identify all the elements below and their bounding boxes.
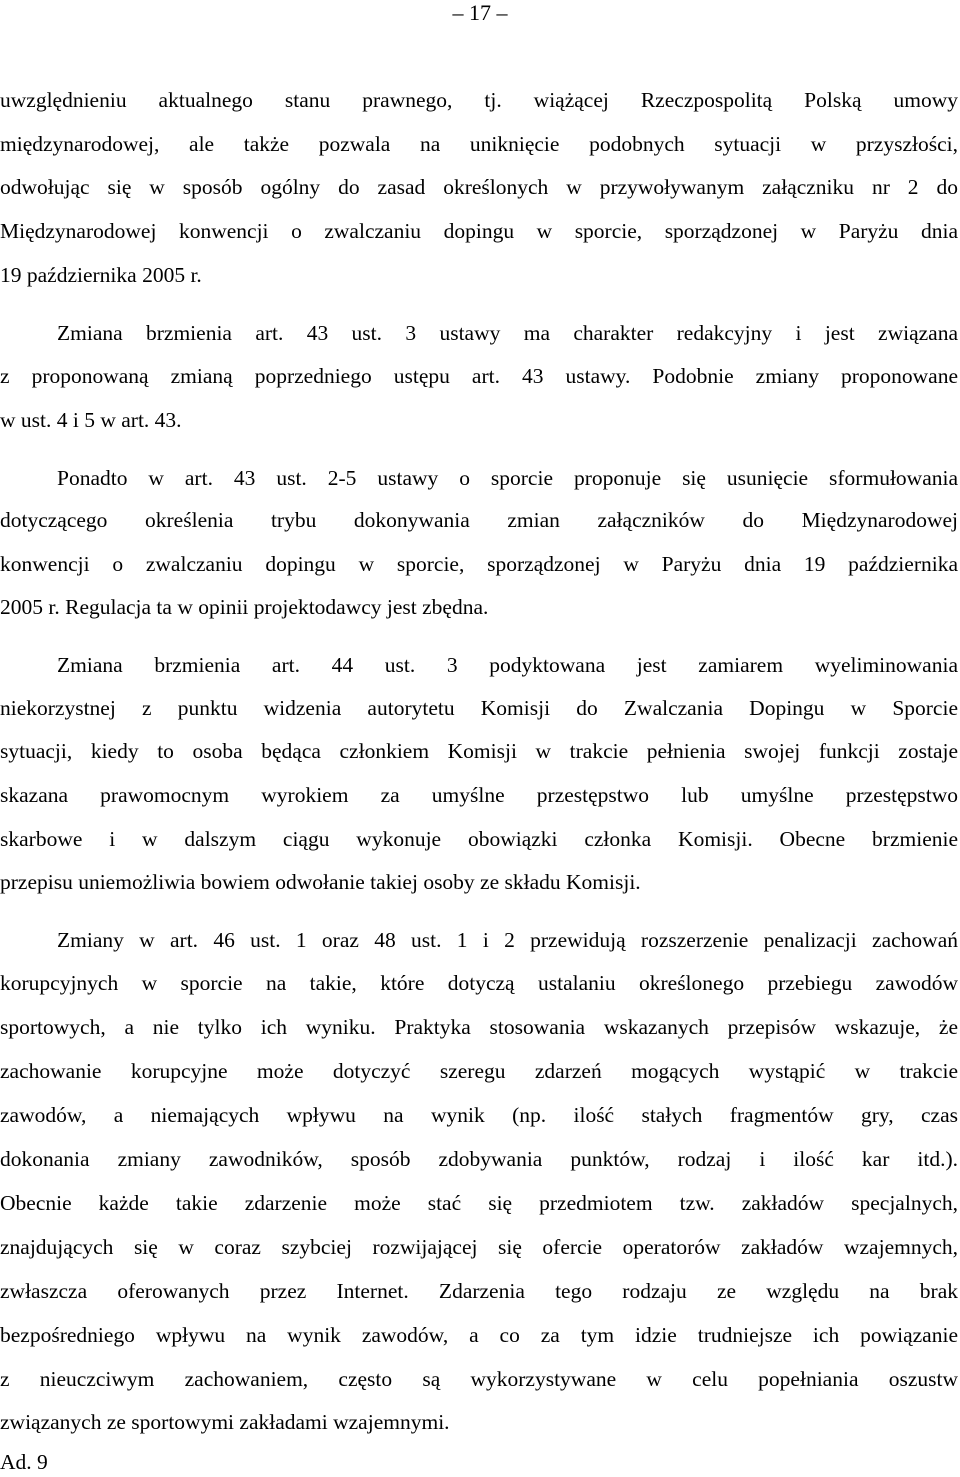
paragraph-4-line-3: sytuacji, kiedy to osoba będąca członkiem Komisji w trakcie pełnienia swojej funkcji zostaje bbox=[0, 739, 958, 763]
paragraph-5-line-1: Zmiany w art. 46 ust. 1 oraz 48 ust. 1 i 2 przewidują rozszerzenie penalizacji zachowań bbox=[57, 928, 958, 952]
paragraph-5-line-3: sportowych, a nie tylko ich wyniku. Praktyka stosowania wskazanych przepisów wskazuje, że bbox=[0, 1015, 958, 1039]
paragraph-4-line-2: niekorzystnej z punktu widzenia autorytetu Komisji do Zwalczania Dopingu w Sporcie bbox=[0, 696, 958, 720]
paragraph-5-line-5: zawodów, a niemających wpływu na wynik (np. ilość stałych fragmentów gry, czas bbox=[0, 1103, 958, 1127]
paragraph-1-line-3: odwołując się w sposób ogólny do zasad określonych w przywoływanym załączniku nr 2 do bbox=[0, 175, 958, 199]
paragraph-3-line-2: dotyczącego określenia trybu dokonywania zmian załączników do Międzynarodowej bbox=[0, 508, 958, 532]
paragraph-3-line-3: konwencji o zwalczaniu dopingu w sporcie, sporządzonej w Paryżu dnia 19 października bbox=[0, 552, 958, 576]
paragraph-5-line-12: związanych ze sportowymi zakładami wzajemnymi. bbox=[0, 1410, 450, 1434]
paragraph-5-line-7: Obecnie każde takie zdarzenie może stać się przedmiotem tzw. zakładów specjalnych, bbox=[0, 1191, 958, 1215]
paragraph-5-line-4: zachowanie korupcyjne może dotyczyć szeregu zdarzeń mogących wystąpić w trakcie bbox=[0, 1059, 958, 1083]
paragraph-5-line-2: korupcyjnych w sporcie na takie, które dotyczą ustalaniu określonego przebiegu zawodów bbox=[0, 971, 958, 995]
section-heading: Ad. 9 bbox=[0, 1450, 48, 1474]
paragraph-1-line-2: międzynarodowej, ale także pozwala na uniknięcie podobnych sytuacji w przyszłości, bbox=[0, 132, 958, 156]
paragraph-2-line-1: Zmiana brzmienia art. 43 ust. 3 ustawy ma charakter redakcyjny i jest związana bbox=[57, 321, 958, 345]
paragraph-1-line-5: 19 października 2005 r. bbox=[0, 263, 202, 287]
paragraph-3-line-1: Ponadto w art. 43 ust. 2-5 ustawy o sporcie proponuje się usunięcie sformułowania bbox=[57, 466, 958, 490]
paragraph-4-line-4: skazana prawomocnym wyrokiem za umyślne przestępstwo lub umyślne przestępstwo bbox=[0, 783, 958, 807]
paragraph-5-line-6: dokonania zmiany zawodników, sposób zdobywania punktów, rodzaj i ilość kar itd.). bbox=[0, 1147, 958, 1171]
paragraph-5-line-9: zwłaszcza oferowanych przez Internet. Zdarzenia tego rodzaju ze względu na brak bbox=[0, 1279, 958, 1303]
paragraph-4-line-6: przepisu uniemożliwia bowiem odwołanie takiej osoby ze składu Komisji. bbox=[0, 870, 641, 894]
paragraph-1-line-4: Międzynarodowej konwencji o zwalczaniu dopingu w sporcie, sporządzonej w Paryżu dnia bbox=[0, 219, 958, 243]
paragraph-2-line-2: z proponowaną zmianą poprzedniego ustępu art. 43 ustawy. Podobnie zmiany proponowane bbox=[0, 364, 958, 388]
paragraph-1-line-1: uwzględnieniu aktualnego stanu prawnego, tj. wiążącej Rzeczpospolitą Polską umowy bbox=[0, 88, 958, 112]
paragraph-5-line-8: znajdujących się w coraz szybciej rozwijającej się ofercie operatorów zakładów wzajemnych, bbox=[0, 1235, 958, 1259]
paragraph-4-line-1: Zmiana brzmienia art. 44 ust. 3 podyktowana jest zamiarem wyeliminowania bbox=[57, 653, 958, 677]
paragraph-5-line-11: z nieuczciwym zachowaniem, często są wykorzystywane w celu popełniania oszustw bbox=[0, 1367, 958, 1391]
page-number: – 17 – bbox=[452, 0, 508, 25]
paragraph-5-line-10: bezpośredniego wpływu na wynik zawodów, a co za tym idzie trudniejsze ich powiązanie bbox=[0, 1323, 958, 1347]
paragraph-2-line-3: w ust. 4 i 5 w art. 43. bbox=[0, 408, 182, 432]
paragraph-3-line-4: 2005 r. Regulacja ta w opinii projektodawcy jest zbędna. bbox=[0, 595, 489, 619]
paragraph-4-line-5: skarbowe i w dalszym ciągu wykonuje obowiązki członka Komisji. Obecne brzmienie bbox=[0, 827, 958, 851]
